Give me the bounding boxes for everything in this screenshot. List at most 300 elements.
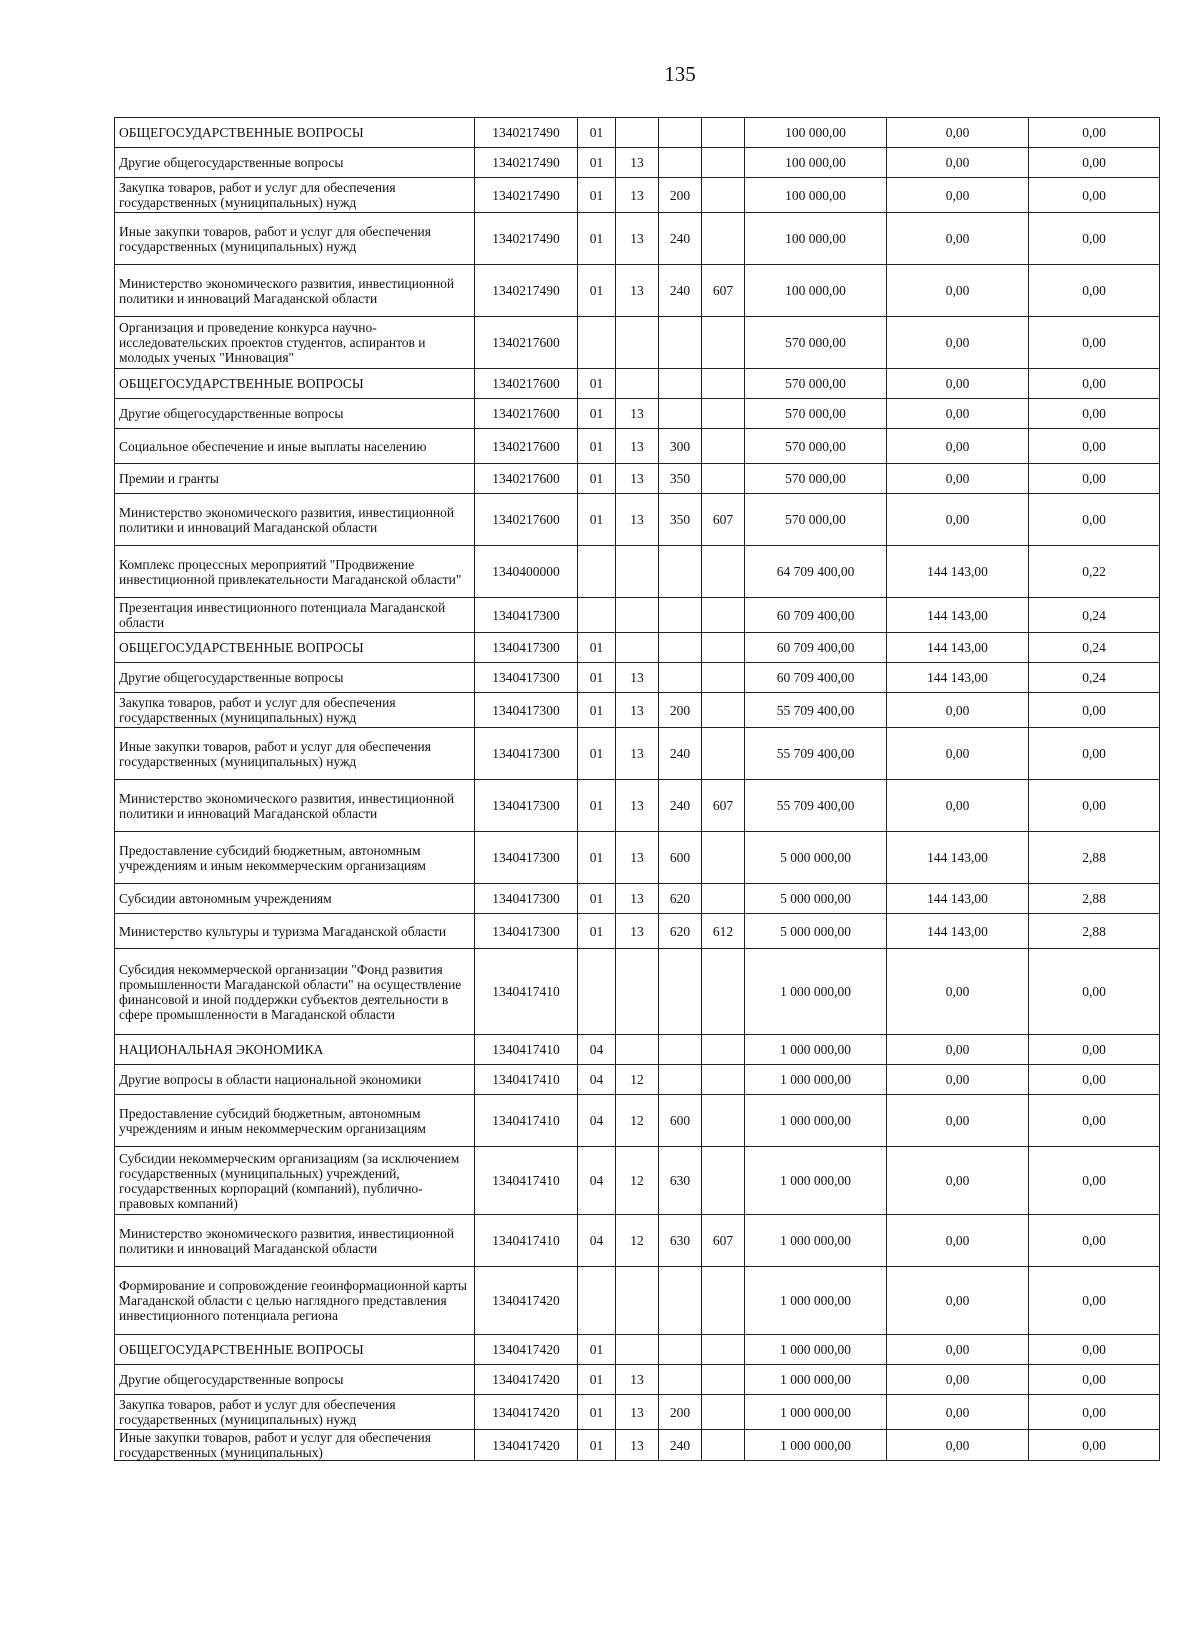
cell-subsection: 13: [616, 265, 659, 317]
cell-expense-type: [659, 369, 702, 399]
cell-name: Презентация инвестиционного потенциала Магаданской области: [115, 598, 475, 633]
cell-expense-type: 300: [659, 429, 702, 464]
cell-expense-type: [659, 598, 702, 633]
cell-expense-type: 200: [659, 693, 702, 728]
table-row: [115, 118, 1160, 148]
cell-target-code: 1340217600: [475, 494, 578, 546]
table-row: [115, 178, 1160, 213]
cell-target-code: 1340417300: [475, 663, 578, 693]
cell-subsection: [616, 633, 659, 663]
table-row: [115, 265, 1160, 317]
cell-subsection: 13: [616, 663, 659, 693]
cell-department: [702, 148, 745, 178]
cell-executed: 0,00: [887, 369, 1029, 399]
cell-section: 01: [578, 1335, 616, 1365]
table-row: [115, 464, 1160, 494]
cell-planned: 1 000 000,00: [745, 1065, 887, 1095]
cell-name: Организация и проведение конкурса научно-исследовательских проектов студентов, аспирантов и молодых ученых "Инновация": [115, 317, 475, 369]
cell-target-code: 1340417410: [475, 1035, 578, 1065]
cell-planned: 1 000 000,00: [745, 1147, 887, 1215]
cell-subsection: [616, 1035, 659, 1065]
cell-department: [702, 1095, 745, 1147]
cell-executed: 0,00: [887, 693, 1029, 728]
cell-planned: 1 000 000,00: [745, 1215, 887, 1267]
cell-department: [702, 1147, 745, 1215]
cell-executed: 0,00: [887, 265, 1029, 317]
cell-name: Другие общегосударственные вопросы: [115, 1365, 475, 1395]
cell-executed: 0,00: [887, 1095, 1029, 1147]
cell-department: [702, 598, 745, 633]
cell-subsection: 13: [616, 780, 659, 832]
cell-department: [702, 464, 745, 494]
cell-expense-type: 240: [659, 780, 702, 832]
cell-percent: 0,24: [1029, 633, 1160, 663]
cell-planned: 100 000,00: [745, 178, 887, 213]
cell-percent: 2,88: [1029, 884, 1160, 914]
cell-planned: 100 000,00: [745, 265, 887, 317]
table-row: [115, 1430, 1160, 1461]
cell-name: Министерство экономического развития, инвестиционной политики и инноваций Магаданской области: [115, 265, 475, 317]
table-row: [115, 914, 1160, 949]
cell-executed: 0,00: [887, 178, 1029, 213]
cell-target-code: 1340417410: [475, 1215, 578, 1267]
cell-expense-type: 600: [659, 832, 702, 884]
cell-name: Предоставление субсидий бюджетным, автономным учреждениям и иным некоммерческим организациям: [115, 1095, 475, 1147]
cell-department: [702, 949, 745, 1035]
page-number: 135: [664, 62, 696, 86]
cell-subsection: 12: [616, 1147, 659, 1215]
table-row: [115, 1267, 1160, 1335]
cell-section: 04: [578, 1065, 616, 1095]
cell-name: Иные закупки товаров, работ и услуг для обеспечения государственных (муниципальных) нужд: [115, 213, 475, 265]
cell-target-code: 1340217600: [475, 429, 578, 464]
cell-name: НАЦИОНАЛЬНАЯ ЭКОНОМИКА: [115, 1035, 475, 1065]
cell-percent: 0,00: [1029, 369, 1160, 399]
cell-percent: 0,00: [1029, 949, 1160, 1035]
cell-executed: 144 143,00: [887, 633, 1029, 663]
cell-subsection: [616, 369, 659, 399]
cell-subsection: 13: [616, 1430, 659, 1461]
cell-subsection: [616, 949, 659, 1035]
cell-expense-type: 240: [659, 265, 702, 317]
cell-expense-type: 620: [659, 884, 702, 914]
cell-percent: 0,22: [1029, 546, 1160, 598]
cell-percent: 0,00: [1029, 148, 1160, 178]
cell-executed: 0,00: [887, 1215, 1029, 1267]
cell-planned: 5 000 000,00: [745, 914, 887, 949]
cell-expense-type: [659, 317, 702, 369]
cell-department: 607: [702, 265, 745, 317]
cell-name: Иные закупки товаров, работ и услуг для обеспечения государственных (муниципальных) нужд: [115, 728, 475, 780]
cell-expense-type: [659, 1035, 702, 1065]
cell-name: Субсидия некоммерческой организации "Фонд развития промышленности Магаданской области" на осуществление финансовой и иной поддержки субъектов деятельности в сфере промышленности в Магаданской области: [115, 949, 475, 1035]
cell-section: 04: [578, 1215, 616, 1267]
cell-executed: 0,00: [887, 118, 1029, 148]
cell-target-code: 1340417420: [475, 1335, 578, 1365]
cell-percent: 0,00: [1029, 178, 1160, 213]
cell-section: 01: [578, 369, 616, 399]
cell-target-code: 1340217490: [475, 265, 578, 317]
cell-subsection: [616, 1267, 659, 1335]
cell-section: 01: [578, 1395, 616, 1430]
cell-executed: 0,00: [887, 780, 1029, 832]
cell-subsection: 12: [616, 1215, 659, 1267]
cell-section: 04: [578, 1035, 616, 1065]
cell-department: [702, 399, 745, 429]
cell-planned: 60 709 400,00: [745, 633, 887, 663]
table-row: [115, 598, 1160, 633]
cell-planned: 570 000,00: [745, 317, 887, 369]
cell-section: 01: [578, 832, 616, 884]
cell-department: [702, 1335, 745, 1365]
cell-percent: 0,00: [1029, 728, 1160, 780]
cell-subsection: 12: [616, 1065, 659, 1095]
cell-expense-type: [659, 1335, 702, 1365]
cell-department: [702, 1395, 745, 1430]
cell-subsection: 13: [616, 1365, 659, 1395]
table-row: [115, 780, 1160, 832]
cell-executed: 0,00: [887, 494, 1029, 546]
cell-section: 01: [578, 494, 616, 546]
cell-percent: 0,00: [1029, 1430, 1160, 1461]
cell-planned: 570 000,00: [745, 369, 887, 399]
cell-subsection: 13: [616, 178, 659, 213]
cell-department: [702, 633, 745, 663]
cell-percent: 0,00: [1029, 494, 1160, 546]
cell-planned: 570 000,00: [745, 494, 887, 546]
cell-name: Другие вопросы в области национальной экономики: [115, 1065, 475, 1095]
cell-planned: 60 709 400,00: [745, 663, 887, 693]
cell-expense-type: 240: [659, 213, 702, 265]
cell-executed: 0,00: [887, 1065, 1029, 1095]
table-row: [115, 369, 1160, 399]
cell-department: [702, 369, 745, 399]
cell-percent: 0,00: [1029, 265, 1160, 317]
table-row: [115, 213, 1160, 265]
cell-subsection: 13: [616, 1395, 659, 1430]
cell-expense-type: [659, 1065, 702, 1095]
cell-department: [702, 1065, 745, 1095]
cell-percent: 0,00: [1029, 1035, 1160, 1065]
cell-name: Другие общегосударственные вопросы: [115, 148, 475, 178]
cell-target-code: 1340417300: [475, 884, 578, 914]
cell-expense-type: 200: [659, 1395, 702, 1430]
cell-executed: 0,00: [887, 1395, 1029, 1430]
cell-planned: 64 709 400,00: [745, 546, 887, 598]
cell-target-code: 1340417410: [475, 1147, 578, 1215]
cell-percent: 0,00: [1029, 1335, 1160, 1365]
cell-section: [578, 317, 616, 369]
cell-section: 01: [578, 464, 616, 494]
cell-department: [702, 317, 745, 369]
budget-table: [114, 117, 1160, 1461]
table-row: [115, 728, 1160, 780]
cell-department: 607: [702, 494, 745, 546]
cell-name: Министерство культуры и туризма Магаданской области: [115, 914, 475, 949]
cell-target-code: 1340217600: [475, 464, 578, 494]
cell-target-code: 1340417420: [475, 1365, 578, 1395]
cell-target-code: 1340400000: [475, 546, 578, 598]
cell-planned: 55 709 400,00: [745, 780, 887, 832]
cell-subsection: [616, 598, 659, 633]
cell-percent: 0,00: [1029, 780, 1160, 832]
cell-section: 01: [578, 118, 616, 148]
cell-department: [702, 832, 745, 884]
cell-expense-type: [659, 148, 702, 178]
cell-executed: 0,00: [887, 728, 1029, 780]
cell-section: 01: [578, 265, 616, 317]
cell-executed: 144 143,00: [887, 598, 1029, 633]
cell-subsection: 13: [616, 693, 659, 728]
cell-department: [702, 1365, 745, 1395]
cell-executed: 144 143,00: [887, 663, 1029, 693]
cell-subsection: 13: [616, 148, 659, 178]
cell-expense-type: [659, 1365, 702, 1395]
cell-percent: 2,88: [1029, 832, 1160, 884]
cell-department: [702, 693, 745, 728]
cell-target-code: 1340417410: [475, 1095, 578, 1147]
cell-target-code: 1340417300: [475, 780, 578, 832]
cell-planned: 60 709 400,00: [745, 598, 887, 633]
cell-target-code: 1340417300: [475, 832, 578, 884]
cell-name: Закупка товаров, работ и услуг для обеспечения государственных (муниципальных) нужд: [115, 693, 475, 728]
cell-section: 01: [578, 213, 616, 265]
cell-expense-type: [659, 949, 702, 1035]
cell-executed: 144 143,00: [887, 832, 1029, 884]
cell-target-code: 1340417420: [475, 1395, 578, 1430]
cell-target-code: 1340217490: [475, 178, 578, 213]
cell-percent: 0,24: [1029, 598, 1160, 633]
cell-subsection: [616, 317, 659, 369]
cell-subsection: 13: [616, 494, 659, 546]
cell-section: [578, 1267, 616, 1335]
cell-planned: 55 709 400,00: [745, 728, 887, 780]
cell-name: Иные закупки товаров, работ и услуг для обеспечения государственных (муниципальных): [115, 1430, 475, 1461]
table-row: [115, 1335, 1160, 1365]
table-row: [115, 546, 1160, 598]
cell-target-code: 1340217490: [475, 148, 578, 178]
cell-executed: 0,00: [887, 1267, 1029, 1335]
table-row: [115, 1395, 1160, 1430]
table-row: [115, 1035, 1160, 1065]
cell-percent: 0,00: [1029, 693, 1160, 728]
cell-department: [702, 429, 745, 464]
cell-target-code: 1340417410: [475, 949, 578, 1035]
cell-subsection: 13: [616, 464, 659, 494]
cell-target-code: 1340417300: [475, 693, 578, 728]
cell-percent: 0,00: [1029, 1147, 1160, 1215]
cell-planned: 570 000,00: [745, 429, 887, 464]
table-row: [115, 148, 1160, 178]
cell-executed: 0,00: [887, 1365, 1029, 1395]
cell-expense-type: [659, 118, 702, 148]
cell-section: 01: [578, 399, 616, 429]
cell-expense-type: 630: [659, 1215, 702, 1267]
cell-planned: 100 000,00: [745, 148, 887, 178]
cell-name: Министерство экономического развития, инвестиционной политики и инноваций Магаданской области: [115, 1215, 475, 1267]
cell-subsection: 13: [616, 399, 659, 429]
cell-executed: 144 143,00: [887, 884, 1029, 914]
cell-expense-type: [659, 633, 702, 663]
cell-subsection: 12: [616, 1095, 659, 1147]
cell-section: 01: [578, 884, 616, 914]
cell-section: 01: [578, 429, 616, 464]
cell-target-code: 1340417300: [475, 633, 578, 663]
cell-section: 01: [578, 178, 616, 213]
cell-name: Комплекс процессных мероприятий "Продвижение инвестиционной привлекательности Магаданской области": [115, 546, 475, 598]
cell-subsection: [616, 118, 659, 148]
cell-planned: 570 000,00: [745, 464, 887, 494]
cell-target-code: 1340217490: [475, 118, 578, 148]
cell-executed: 0,00: [887, 949, 1029, 1035]
cell-planned: 5 000 000,00: [745, 884, 887, 914]
cell-percent: 0,24: [1029, 663, 1160, 693]
cell-section: 01: [578, 148, 616, 178]
table-row: [115, 429, 1160, 464]
table-row: [115, 949, 1160, 1035]
cell-department: [702, 213, 745, 265]
cell-executed: 0,00: [887, 399, 1029, 429]
cell-executed: 0,00: [887, 1335, 1029, 1365]
cell-name: ОБЩЕГОСУДАРСТВЕННЫЕ ВОПРОСЫ: [115, 1335, 475, 1365]
cell-name: ОБЩЕГОСУДАРСТВЕННЫЕ ВОПРОСЫ: [115, 369, 475, 399]
cell-name: Закупка товаров, работ и услуг для обеспечения государственных (муниципальных) нужд: [115, 178, 475, 213]
cell-target-code: 1340417300: [475, 598, 578, 633]
cell-section: 01: [578, 663, 616, 693]
cell-department: 612: [702, 914, 745, 949]
cell-subsection: [616, 1335, 659, 1365]
cell-percent: 0,00: [1029, 213, 1160, 265]
cell-target-code: 1340417420: [475, 1267, 578, 1335]
cell-percent: 0,00: [1029, 1395, 1160, 1430]
cell-expense-type: 240: [659, 1430, 702, 1461]
cell-planned: 1 000 000,00: [745, 1335, 887, 1365]
cell-name: ОБЩЕГОСУДАРСТВЕННЫЕ ВОПРОСЫ: [115, 633, 475, 663]
cell-planned: 1 000 000,00: [745, 1035, 887, 1065]
table-row: [115, 663, 1160, 693]
cell-expense-type: 350: [659, 464, 702, 494]
cell-section: 04: [578, 1095, 616, 1147]
table-row: [115, 693, 1160, 728]
cell-name: Другие общегосударственные вопросы: [115, 663, 475, 693]
table-row: [115, 633, 1160, 663]
cell-executed: 144 143,00: [887, 914, 1029, 949]
cell-name: Формирование и сопровождение геоинформационной карты Магаданской области с целью наглядного представления инвестиционного потенциала региона: [115, 1267, 475, 1335]
cell-name: Министерство экономического развития, инвестиционной политики и инноваций Магаданской области: [115, 780, 475, 832]
cell-expense-type: [659, 399, 702, 429]
cell-percent: 0,00: [1029, 1065, 1160, 1095]
cell-planned: 1 000 000,00: [745, 1267, 887, 1335]
cell-planned: 100 000,00: [745, 118, 887, 148]
cell-planned: 1 000 000,00: [745, 1430, 887, 1461]
cell-name: Субсидии автономным учреждениям: [115, 884, 475, 914]
cell-percent: 0,00: [1029, 317, 1160, 369]
cell-percent: 0,00: [1029, 464, 1160, 494]
cell-expense-type: 240: [659, 728, 702, 780]
cell-department: [702, 1035, 745, 1065]
cell-department: [702, 178, 745, 213]
table-row: [115, 1365, 1160, 1395]
cell-name: Закупка товаров, работ и услуг для обеспечения государственных (муниципальных) нужд: [115, 1395, 475, 1430]
cell-subsection: 13: [616, 213, 659, 265]
cell-section: [578, 949, 616, 1035]
cell-expense-type: [659, 546, 702, 598]
cell-expense-type: 200: [659, 178, 702, 213]
cell-target-code: 1340417300: [475, 728, 578, 780]
cell-name: Социальное обеспечение и иные выплаты населению: [115, 429, 475, 464]
table-row: [115, 494, 1160, 546]
cell-subsection: 13: [616, 429, 659, 464]
cell-executed: 0,00: [887, 213, 1029, 265]
cell-expense-type: [659, 1267, 702, 1335]
table-row: [115, 832, 1160, 884]
cell-expense-type: [659, 663, 702, 693]
cell-section: 01: [578, 693, 616, 728]
cell-percent: 0,00: [1029, 1267, 1160, 1335]
cell-section: 01: [578, 1365, 616, 1395]
cell-name: Предоставление субсидий бюджетным, автономным учреждениям и иным некоммерческим организациям: [115, 832, 475, 884]
cell-subsection: [616, 546, 659, 598]
cell-planned: 570 000,00: [745, 399, 887, 429]
cell-department: [702, 118, 745, 148]
cell-planned: 100 000,00: [745, 213, 887, 265]
table-row: [115, 1215, 1160, 1267]
cell-name: Премии и гранты: [115, 464, 475, 494]
table-row: [115, 1065, 1160, 1095]
cell-percent: 2,88: [1029, 914, 1160, 949]
cell-target-code: 1340217600: [475, 317, 578, 369]
cell-planned: 55 709 400,00: [745, 693, 887, 728]
cell-target-code: 1340417410: [475, 1065, 578, 1095]
cell-expense-type: 630: [659, 1147, 702, 1215]
cell-planned: 1 000 000,00: [745, 1095, 887, 1147]
table-row: [115, 399, 1160, 429]
cell-planned: 1 000 000,00: [745, 1365, 887, 1395]
cell-target-code: 1340217600: [475, 369, 578, 399]
cell-name: Субсидии некоммерческим организациям (за исключением государственных (муниципальных) учреждений, государственных корпораций (компаний), публично-правовых компаний): [115, 1147, 475, 1215]
cell-target-code: 1340417300: [475, 914, 578, 949]
cell-expense-type: 600: [659, 1095, 702, 1147]
table-row: [115, 1095, 1160, 1147]
cell-target-code: 1340217600: [475, 399, 578, 429]
cell-planned: 5 000 000,00: [745, 832, 887, 884]
cell-target-code: 1340217490: [475, 213, 578, 265]
cell-name: Министерство экономического развития, инвестиционной политики и инноваций Магаданской области: [115, 494, 475, 546]
cell-section: [578, 546, 616, 598]
cell-name: ОБЩЕГОСУДАРСТВЕННЫЕ ВОПРОСЫ: [115, 118, 475, 148]
cell-section: 01: [578, 728, 616, 780]
cell-section: 01: [578, 633, 616, 663]
cell-target-code: 1340417420: [475, 1430, 578, 1461]
cell-section: 01: [578, 914, 616, 949]
cell-executed: 0,00: [887, 429, 1029, 464]
cell-department: [702, 546, 745, 598]
cell-percent: 0,00: [1029, 1095, 1160, 1147]
cell-department: [702, 728, 745, 780]
table-row: [115, 884, 1160, 914]
cell-expense-type: 350: [659, 494, 702, 546]
cell-subsection: 13: [616, 914, 659, 949]
cell-department: [702, 884, 745, 914]
cell-percent: 0,00: [1029, 1365, 1160, 1395]
cell-percent: 0,00: [1029, 118, 1160, 148]
cell-executed: 0,00: [887, 148, 1029, 178]
cell-planned: 1 000 000,00: [745, 1395, 887, 1430]
cell-executed: 0,00: [887, 1147, 1029, 1215]
cell-name: Другие общегосударственные вопросы: [115, 399, 475, 429]
cell-percent: 0,00: [1029, 399, 1160, 429]
cell-section: 01: [578, 780, 616, 832]
